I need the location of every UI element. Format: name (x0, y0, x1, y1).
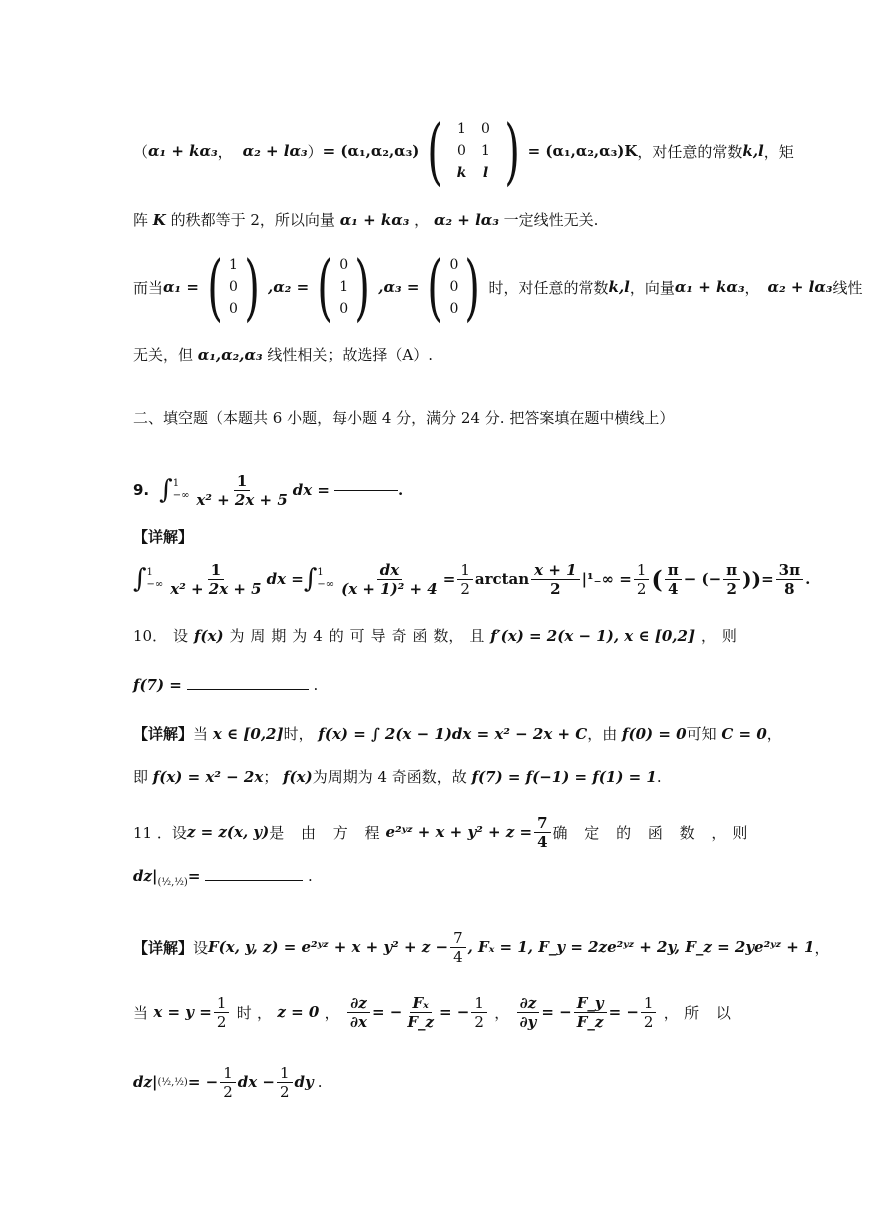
math-text: 1 (481, 143, 490, 159)
math-text: ∂y (519, 1012, 537, 1031)
question-10-answer (133, 676, 318, 694)
math-text: π (723, 561, 740, 580)
math-text: 可知 (686, 725, 717, 743)
math-text: (½,½) (157, 877, 188, 888)
math-text: = − (608, 1003, 639, 1021)
math-text: 设 (193, 938, 209, 957)
math-text: 为 (292, 627, 308, 645)
math-text: = (187, 867, 201, 885)
math-text: 周 (250, 627, 266, 645)
math-text: x = y = (153, 1003, 212, 1021)
vector-alpha2 (311, 245, 376, 329)
q10-solution-1 (133, 723, 782, 744)
text-line-rank (133, 209, 598, 230)
math-text: ， (494, 1003, 510, 1022)
q11-solution-2 (133, 990, 737, 1034)
math-text: z = 0 (277, 1003, 320, 1021)
math-text: 1 (317, 567, 324, 578)
math-text: ， (700, 627, 716, 645)
math-text: 7 (534, 814, 550, 833)
math-text: 0 (339, 301, 349, 317)
fraction (641, 994, 657, 1031)
math-text: x ∈ [0,2] (212, 725, 284, 743)
question-9 (133, 468, 403, 512)
math-text: k (456, 165, 467, 181)
math-text: 4 (313, 626, 323, 645)
math-text: dx = (292, 481, 330, 499)
math-text: f(0) = 0 (622, 725, 687, 743)
math-text: 2 (279, 1082, 290, 1101)
matrix-bracket: ) (503, 109, 520, 193)
math-text: C = 0 (721, 725, 767, 743)
math-text: 8 (784, 579, 795, 598)
answer-blank[interactable] (187, 689, 309, 690)
math-text: = − (541, 1003, 572, 1021)
math-text: 则 (732, 823, 748, 842)
math-text: ， (257, 1003, 273, 1022)
math-text: 2 (474, 1012, 484, 1031)
math-text: = − (439, 1003, 470, 1021)
math-text: ，矩 (763, 142, 794, 161)
question-11-answer (133, 867, 313, 888)
math-text: f(7) = f(−1) = f(1) = 1 (471, 768, 657, 786)
math-text: 时 (236, 1003, 252, 1022)
math-text: ， (324, 1003, 340, 1022)
section-heading (133, 407, 674, 428)
math-text: 1 (641, 994, 657, 1013)
math-text: 1 (172, 478, 180, 489)
math-text: 是 由 方 程 (269, 823, 386, 842)
question-10 (133, 625, 737, 646)
integral-sign: ∫ (303, 564, 318, 594)
math-text: 且 (469, 627, 485, 645)
math-text: ∂z (517, 994, 540, 1013)
math-text: ( (651, 564, 663, 594)
math-text: = (442, 570, 456, 588)
math-text: 2 (460, 579, 470, 598)
math-text: −∞ (146, 579, 164, 590)
math-text: . (398, 481, 404, 499)
math-text: 【详解】 (133, 725, 194, 743)
math-text: ， (766, 725, 782, 743)
matrix-bracket: ) (244, 245, 260, 329)
math-text: , Fₓ = 1, F_y = 2ze²ʸᶻ + 2y, F_z = 2ye²ʸᶻ + 1 (467, 938, 815, 956)
math-text: 函 (412, 627, 428, 645)
math-text: x + 1 (531, 561, 579, 580)
math-text: 一定线性无关. (503, 211, 599, 229)
math-text: f′(x) = 2(x − 1), x ∈ [0,2] (490, 626, 696, 645)
math-text: K (152, 211, 166, 229)
math-text: 的秩都等于 2，所以向量 (170, 211, 335, 229)
fraction (404, 994, 437, 1031)
math-text: ,α₂ = (268, 278, 310, 296)
math-text: 1 (457, 561, 473, 580)
vector-alpha1 (201, 245, 266, 329)
math-text: dx − (237, 1073, 275, 1091)
math-text: 设 (173, 627, 189, 645)
fraction (665, 561, 682, 598)
answer-blank[interactable] (334, 490, 398, 491)
math-text: 4 (453, 947, 463, 966)
integral-sign: ∫ (133, 564, 147, 594)
math-text: ， (217, 142, 233, 161)
question-11 (133, 810, 748, 854)
math-text: k,l (742, 142, 764, 160)
q10-solution-2 (133, 766, 662, 787)
fraction (471, 994, 487, 1031)
math-text: F_z (407, 1012, 435, 1031)
math-text: 1 (229, 257, 238, 273)
math-text: 1 (471, 994, 487, 1013)
math-text: l (482, 165, 489, 181)
integral-limits (147, 567, 164, 591)
math-text: 1 (208, 561, 224, 580)
math-text: α₁ = (163, 278, 199, 296)
math-text: 为 (229, 627, 245, 645)
math-text: (x + 1)² + 4 (341, 579, 438, 598)
math-text: f(x) (193, 626, 224, 645)
math-text: 二、填空题（本题共 6 小题，每小题 4 分，满分 24 分. 把答案填在题中横线上） (133, 409, 675, 427)
math-text: 1 (277, 1064, 293, 1083)
math-text: dz| (133, 867, 158, 885)
q11-solution-3 (133, 1060, 323, 1104)
math-text: α₂ + lα₃ (767, 278, 833, 296)
math-text: ，由 (587, 725, 618, 743)
math-text: ,α₃ = (378, 278, 420, 296)
math-text: dx = (266, 570, 304, 588)
math-text: 设 (171, 823, 187, 842)
math-text: Fₓ (410, 994, 432, 1013)
math-text: = (α₁,α₂,α₃) (322, 142, 420, 160)
math-text: 0 (339, 257, 349, 273)
math-text: . (317, 1073, 323, 1091)
integral-sign: ∫ (159, 475, 173, 505)
math-text: 0 (229, 301, 238, 317)
math-text: . (313, 676, 319, 694)
math-text: z = z(x, y) (186, 823, 270, 841)
fraction (574, 994, 607, 1031)
q11-solution-1 (133, 927, 829, 967)
fraction (450, 929, 466, 966)
math-text: f(7) = (133, 676, 182, 694)
math-text: 1 (339, 279, 349, 295)
math-text: 所 以 (684, 1003, 737, 1022)
fraction (193, 472, 290, 509)
math-text: ∂z (347, 994, 370, 1013)
matrix-bracket: ( (207, 245, 223, 329)
math-text: 【详解】 (133, 528, 194, 546)
fraction (347, 994, 370, 1031)
fraction (534, 814, 550, 851)
math-text: 1 (234, 472, 250, 491)
math-text: 0 (457, 143, 466, 159)
math-text: 0 (481, 121, 490, 137)
math-text: − (− (683, 570, 722, 588)
math-text: F(x, y, z) = e²ʸᶻ + x + y² + z − (208, 938, 449, 956)
eq-block-1 (133, 109, 794, 193)
matrix-bracket: ( (427, 245, 444, 329)
math-text: α₂ + lα₃ (433, 211, 499, 229)
math-text: 当 (193, 725, 209, 743)
math-text: α₂ + lα₃ (242, 142, 308, 160)
math-text: e²ʸᶻ + x + y² + z = (385, 823, 533, 841)
math-text: 期 (271, 627, 287, 645)
math-text: 【详解】 (133, 938, 194, 957)
math-text: ； (263, 768, 279, 786)
math-text: 的 (328, 627, 344, 645)
answer-blank[interactable] (205, 880, 303, 881)
math-text: 0 (449, 279, 459, 295)
fraction (634, 561, 650, 598)
math-text: −∞ (317, 579, 335, 590)
math-text: dx (377, 561, 402, 580)
math-text: f(x) (283, 768, 313, 786)
math-text: ， (414, 211, 430, 229)
integral-limits (173, 478, 190, 502)
fraction (338, 561, 441, 598)
math-text: 3π (776, 561, 803, 580)
matrix-K (421, 109, 525, 193)
math-text: 时，对任意的常数 (488, 278, 609, 297)
fraction (457, 561, 473, 598)
matrix-bracket: ) (464, 245, 481, 329)
math-text: 0 (449, 301, 459, 317)
eq-block-vectors (133, 245, 863, 329)
math-text: dy (294, 1073, 314, 1091)
math-text: ） (307, 142, 323, 161)
math-text: 为周期为 4 奇函数，故 (312, 768, 467, 786)
math-text: 线性 (832, 278, 863, 297)
math-text: 9. (133, 481, 150, 499)
math-text: 7 (450, 929, 466, 948)
math-text: 2 (636, 579, 647, 598)
math-text: 4 (537, 832, 548, 851)
fraction (277, 1064, 293, 1101)
math-text: F_z (576, 1012, 604, 1031)
math-text: 当 (133, 1003, 149, 1022)
math-text: = (761, 570, 774, 588)
math-text: arctan (474, 570, 530, 588)
math-text: 时， (283, 725, 314, 743)
math-text: 则 (721, 627, 737, 645)
math-text: 2 (550, 579, 561, 598)
math-text: −∞ (172, 490, 190, 501)
math-text: ∂x (350, 1012, 367, 1031)
q9-solution (133, 557, 810, 601)
math-text: α₁ + kα₃ (674, 278, 745, 296)
integral-limits (317, 567, 334, 591)
math-text: 1 (457, 121, 466, 137)
math-text: f(x) = ∫ 2(x − 1)dx = x² − 2x + C (318, 725, 588, 743)
fraction (531, 561, 579, 598)
math-text: 奇 (391, 627, 407, 645)
math-text: 而当 (133, 278, 164, 297)
math-text: ， (814, 938, 830, 957)
math-text: 导 (370, 627, 386, 645)
math-text: 可 (349, 627, 365, 645)
math-text: （ (133, 142, 149, 161)
math-text: 1 (634, 561, 650, 580)
fraction (167, 561, 264, 598)
math-text: 2 (216, 1012, 227, 1031)
detail-label (133, 526, 193, 547)
fraction (723, 561, 740, 598)
math-text: 2 (726, 579, 737, 598)
math-text: α₁ + kα₃ (148, 142, 218, 160)
math-text: ，向量 (629, 278, 675, 297)
math-text: . (656, 768, 662, 786)
matrix-bracket: ( (317, 245, 333, 329)
math-text: 阵 (133, 211, 149, 229)
math-text: = − (371, 1003, 403, 1021)
math-text: ，对任意的常数 (637, 142, 743, 161)
matrix-bracket: ) (354, 245, 370, 329)
math-text: 线性相关；故选择（A）. (267, 346, 433, 364)
fraction (776, 561, 803, 598)
math-text: )) (742, 567, 762, 591)
math-text: x² + 2x + 5 (170, 579, 262, 598)
math-text: |¹₋∞ = (581, 570, 632, 588)
math-text: 0 (449, 257, 459, 273)
math-text: π (665, 561, 682, 580)
math-text: α₁ + kα₃ (339, 211, 410, 229)
math-text: 1 (146, 567, 153, 578)
math-text: ， (744, 278, 760, 297)
math-text: (½,½) (157, 1076, 188, 1088)
math-text: = (α₁,α₂,α₃)K (527, 142, 638, 160)
math-text: 1 (214, 994, 230, 1013)
math-text: = − (187, 1073, 219, 1091)
fraction (517, 994, 540, 1031)
math-text: 0 (229, 279, 238, 295)
math-text: x² + 2x + 5 (196, 490, 288, 509)
math-text: . (805, 570, 811, 588)
fraction (214, 994, 230, 1031)
math-text: 11 ． (133, 823, 172, 842)
math-text: . (307, 867, 313, 885)
math-text: F_y (574, 994, 607, 1013)
vector-alpha3 (421, 245, 486, 329)
math-text: k,l (608, 278, 630, 296)
math-text: 2 (643, 1012, 654, 1031)
math-text: 4 (667, 579, 679, 598)
matrix-bracket: ( (427, 109, 444, 193)
math-text: 数， (433, 627, 464, 645)
math-text: f(x) = x² − 2x (152, 768, 264, 786)
text-line-conclusion (133, 344, 433, 365)
math-text: 10． (133, 627, 168, 645)
math-text: 即 (133, 768, 149, 786)
math-text: ， (663, 1003, 679, 1022)
math-text: dz| (133, 1073, 158, 1091)
fraction (220, 1064, 236, 1101)
math-text: 确 定 的 函 数 ， (552, 823, 733, 842)
math-text: 2 (223, 1082, 233, 1101)
math-text: α₁,α₂,α₃ (197, 346, 263, 364)
math-text: 1 (220, 1064, 236, 1083)
math-text: 无关，但 (133, 346, 194, 364)
